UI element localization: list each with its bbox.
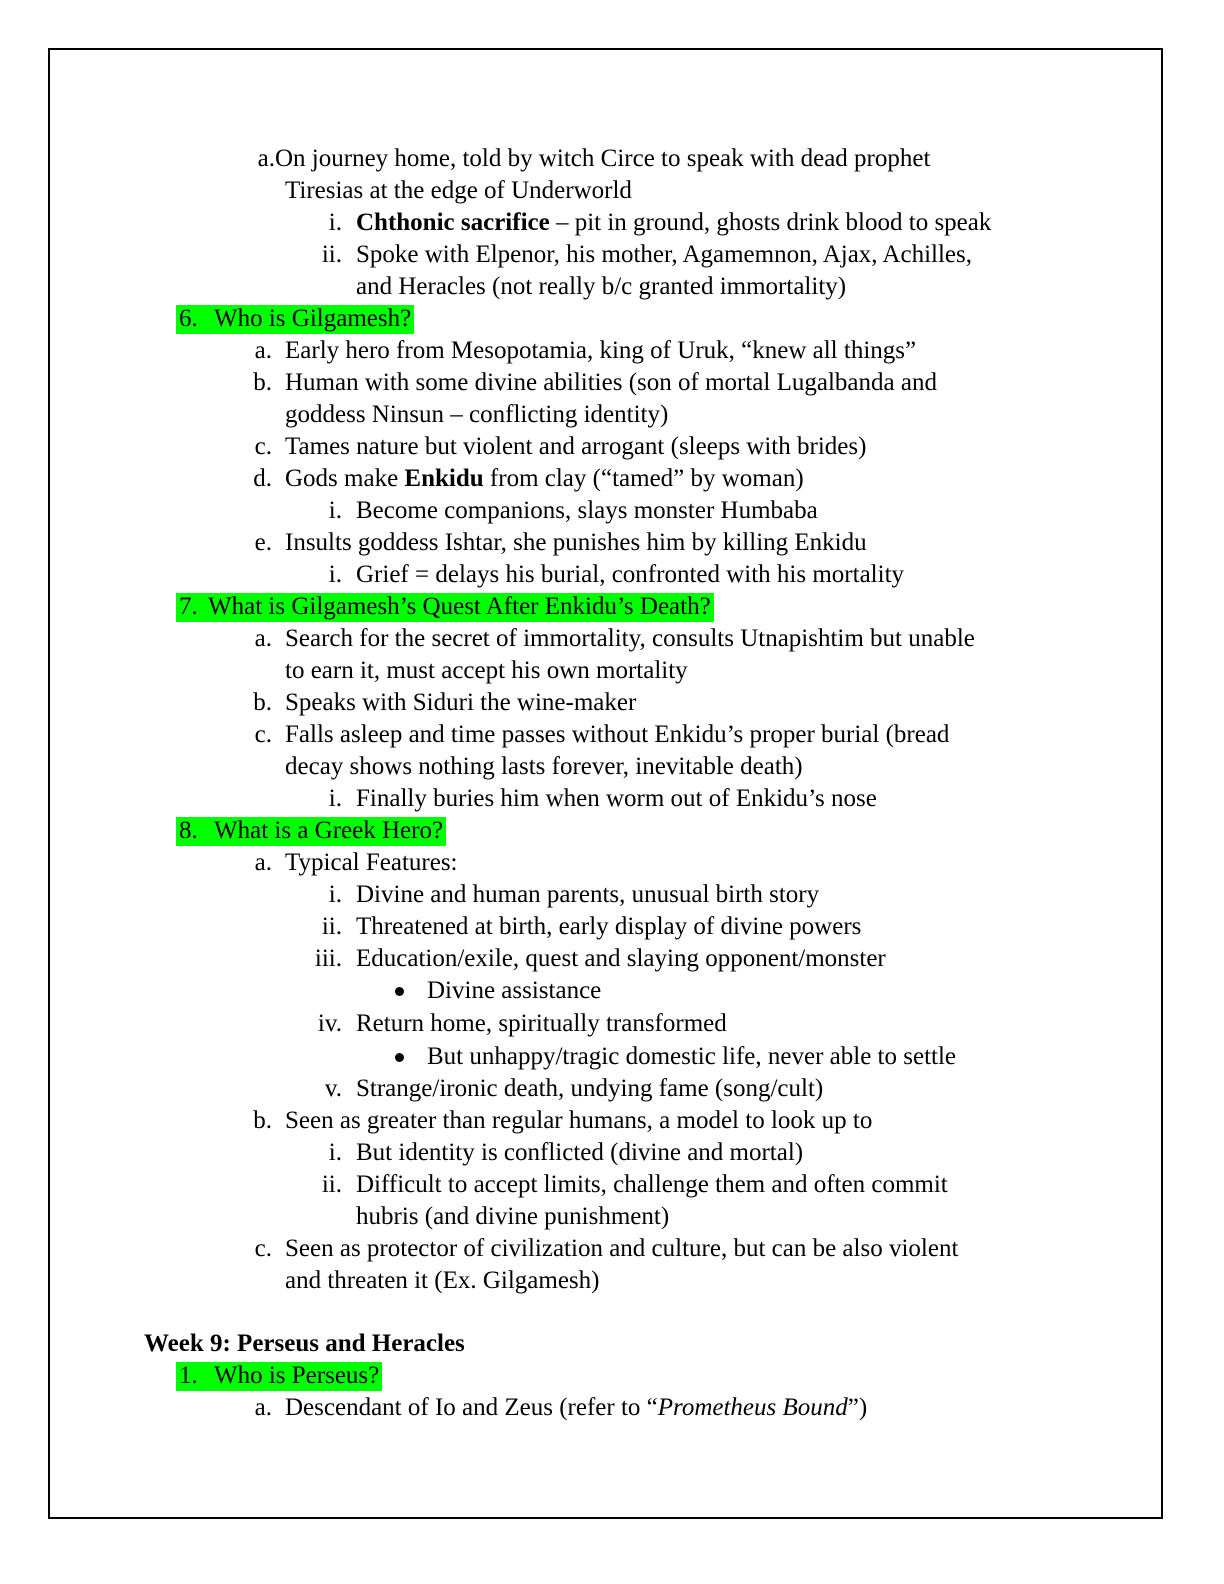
list-marker: a.: [254, 337, 272, 364]
text-run: Gods make: [285, 465, 405, 492]
outline-line: [356, 1169, 948, 1200]
highlight-band: [176, 305, 414, 334]
outline-line: [356, 495, 818, 526]
question-heading: [179, 591, 714, 622]
outline-line: [285, 623, 975, 654]
text-run: Human with some divine abilities (son of mortal Lugalbanda and: [285, 369, 937, 396]
list-number: 6.: [179, 305, 198, 332]
outline-line: [356, 1073, 823, 1104]
list-marker: a.: [254, 1394, 272, 1421]
text-run: Early hero from Mesopotamia, king of Uruk, “knew all things”: [285, 337, 917, 364]
text-run: hubris (and divine punishment): [356, 1203, 670, 1230]
list-marker: ii.: [321, 913, 342, 940]
outline-line: [285, 751, 803, 782]
list-marker: b.: [253, 1107, 272, 1134]
bullet-dot-icon: [395, 987, 404, 996]
list-marker: e.: [254, 529, 272, 556]
list-marker: b.: [253, 369, 272, 396]
text-run: Falls asleep and time passes without Enkidu’s proper burial (bread: [285, 721, 950, 748]
text-run: Enkidu: [404, 465, 484, 492]
outline-line: [285, 463, 804, 494]
list-number: 1.: [179, 1362, 198, 1389]
outline-line: [356, 783, 877, 814]
text-run: Speaks with Siduri the wine-maker: [285, 689, 637, 716]
text-run: Divine and human parents, unusual birth story: [356, 881, 820, 908]
text-run: But unhappy/tragic domestic life, never able to settle: [427, 1043, 957, 1070]
list-marker: i.: [328, 1139, 342, 1166]
text-run: Who is Perseus?: [214, 1362, 380, 1389]
question-heading: [179, 303, 414, 334]
text-run: Seen as protector of civilization and culture, but can be also violent: [285, 1235, 959, 1262]
text-run: Education/exile, quest and slaying opponent/monster: [356, 945, 886, 972]
list-marker: a.: [254, 849, 272, 876]
outline-line: [356, 911, 861, 942]
question-heading: [179, 1360, 382, 1391]
outline-line: [427, 1041, 956, 1072]
outline-line: [356, 1201, 669, 1232]
text-run: Insults goddess Ishtar, she punishes him by killing Enkidu: [285, 529, 867, 556]
outline-line: [285, 719, 949, 750]
outline-line: [285, 399, 668, 430]
list-marker: c.: [254, 1235, 272, 1262]
list-marker: i.: [328, 785, 342, 812]
list-marker: i.: [328, 881, 342, 908]
text-run: But identity is conflicted (divine and mortal): [356, 1139, 804, 1166]
outline-line: [285, 367, 937, 398]
list-marker: iv.: [317, 1010, 342, 1037]
outline-line: [285, 1392, 867, 1423]
text-run: Grief = delays his burial, confronted with his mortality: [356, 561, 905, 588]
outline-line: [285, 655, 688, 686]
list-marker: i.: [328, 561, 342, 588]
list-marker: v.: [324, 1075, 342, 1102]
outline-line: [285, 1265, 599, 1296]
outline-line: [356, 879, 819, 910]
highlight-band: [176, 593, 714, 622]
text-run: Difficult to accept limits, challenge them and often commit: [356, 1171, 948, 1198]
text-run: Typical Features:: [285, 849, 458, 876]
text-run: Tames nature but violent and arrogant (sleeps with brides): [285, 433, 867, 460]
text-run: goddess Ninsun – conflicting identity): [285, 401, 669, 428]
text-run: Prometheus Bound: [657, 1394, 848, 1421]
list-marker: i.: [328, 209, 342, 236]
outline-line: [275, 143, 930, 174]
list-marker: a.: [257, 145, 275, 172]
text-run: Search for the secret of immortality, consults Utnapishtim but unable: [285, 625, 975, 652]
highlight-band: [176, 817, 446, 846]
bullet-dot-icon: [395, 1053, 404, 1062]
text-run: Return home, spiritually transformed: [356, 1010, 727, 1037]
text-run: Chthonic sacrifice: [356, 209, 550, 236]
list-marker: i.: [328, 497, 342, 524]
text-run: On journey home, told by witch Circe to speak with dead prophet: [275, 145, 931, 172]
text-run: Seen as greater than regular humans, a model to look up to: [285, 1107, 873, 1134]
text-run: Spoke with Elpenor, his mother, Agamemnon, Ajax, Achilles,: [356, 241, 972, 268]
highlight-band: [176, 1362, 382, 1391]
outline-line: [285, 1105, 872, 1136]
outline-line: [285, 431, 866, 462]
text-run: Become companions, slays monster Humbaba: [356, 497, 818, 524]
outline-line: [285, 1233, 958, 1264]
list-marker: c.: [254, 433, 272, 460]
outline-line: [285, 687, 636, 718]
text-run: decay shows nothing lasts forever, inevitable death): [285, 753, 803, 780]
outline-line: [356, 1137, 803, 1168]
list-marker: c.: [254, 721, 272, 748]
list-marker: d.: [253, 465, 272, 492]
outline-line: [427, 975, 601, 1006]
text-run: What is Gilgamesh’s Quest After Enkidu’s Death?: [208, 593, 711, 620]
text-run: Threatened at birth, early display of divine powers: [356, 913, 862, 940]
outline-line: [285, 335, 916, 366]
list-marker: b.: [253, 689, 272, 716]
outline-line: [356, 943, 886, 974]
list-marker: ii.: [321, 1171, 342, 1198]
outline-line: [356, 207, 991, 238]
text-run: – pit in ground, ghosts drink blood to speak: [549, 209, 992, 236]
text-run: ”): [847, 1394, 868, 1421]
outline-line: [356, 271, 846, 302]
list-number: 7.: [179, 593, 198, 620]
outline-line: [356, 559, 904, 590]
list-marker: ii.: [321, 241, 342, 268]
text-run: Who is Gilgamesh?: [214, 305, 412, 332]
week-heading: [144, 1328, 465, 1359]
list-marker: a.: [254, 625, 272, 652]
text-run: Strange/ironic death, undying fame (song/cult): [356, 1075, 824, 1102]
outline-line: [356, 239, 972, 270]
outline-line: [356, 1008, 727, 1039]
outline-line: [285, 847, 458, 878]
text-run: to earn it, must accept his own mortality: [285, 657, 688, 684]
list-number: 8.: [179, 817, 198, 844]
text-run: Week 9: Perseus and Heracles: [144, 1330, 465, 1357]
text-run: Divine assistance: [427, 977, 602, 1004]
outline-line: [285, 527, 867, 558]
list-marker: iii.: [314, 945, 342, 972]
text-run: and Heracles (not really b/c granted immortality): [356, 273, 847, 300]
question-heading: [179, 815, 446, 846]
text-run: What is a Greek Hero?: [214, 817, 444, 844]
text-run: Descendant of Io and Zeus (refer to “: [285, 1394, 658, 1421]
text-run: and threaten it (Ex. Gilgamesh): [285, 1267, 600, 1294]
outline-line: [285, 175, 632, 206]
text-run: Finally buries him when worm out of Enkidu’s nose: [356, 785, 877, 812]
text-run: Tiresias at the edge of Underworld: [285, 177, 632, 204]
text-run: from clay (“tamed” by woman): [483, 465, 804, 492]
